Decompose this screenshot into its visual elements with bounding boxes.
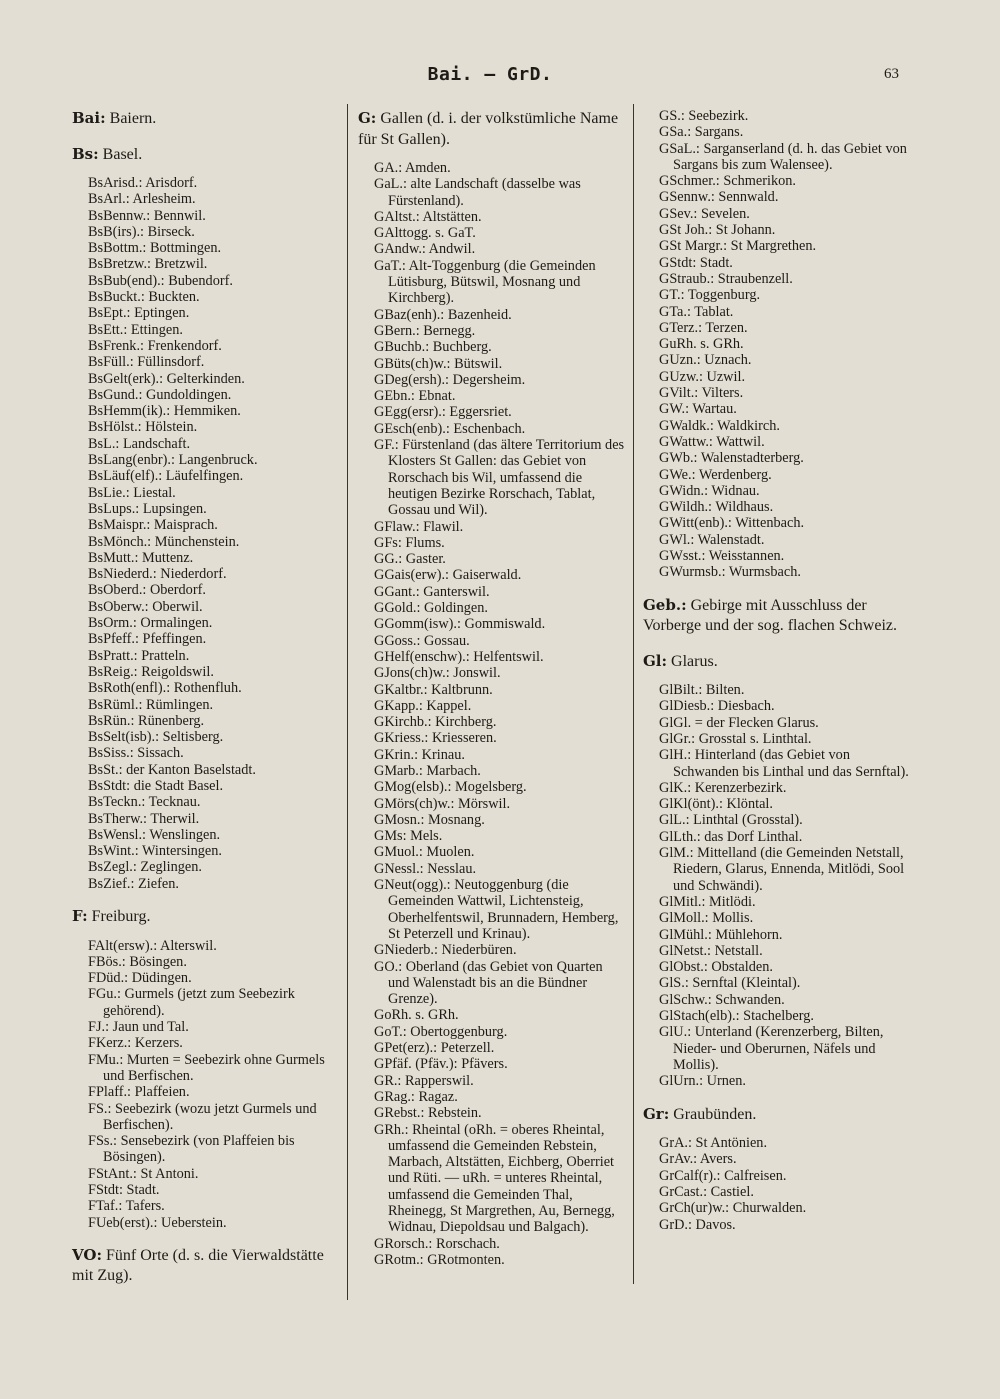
section: [72, 1245, 340, 1287]
abbreviation-entry: GR.: Rapperswil.: [374, 1072, 474, 1089]
abbreviation-entry: GNeut(ogg).: Neutoggenburg (die Gemeinden Wattwil, Lichtensteig, Oberhelfentswil, Brunnadern, Hemberg, St Peterzell und Krinau).: [374, 877, 619, 942]
abbreviation-entry: GMog(elsb).: Mogelsberg.: [374, 779, 527, 796]
abbreviation-entry: BsOberd.: Oberdorf.: [88, 582, 206, 599]
column-rule-right: [633, 104, 634, 1284]
abbreviation-entry: GWildh.: Wildhaus.: [659, 499, 774, 516]
abbreviation-entry: FS.: Seebezirk (wozu jetzt Gurmels und Berfischen).: [88, 1100, 317, 1133]
abbreviation-entry: GlDiesb.: Diesbach.: [659, 698, 775, 715]
section: [643, 108, 911, 581]
abbreviation-entry: BsEtt.: Ettingen.: [88, 321, 183, 338]
abbreviation-entry: GHelf(enschw).: Helfentswil.: [374, 648, 544, 665]
section-name: Graubünden.: [669, 1105, 757, 1123]
abbreviation-entry: GS.: Seebezirk.: [659, 108, 749, 124]
abbreviation-entry: GuRh. s. GRh.: [659, 336, 744, 353]
abbreviation-entry: GWidn.: Widnau.: [659, 482, 760, 499]
abbreviation-entry: GFlaw.: Flawil.: [374, 518, 464, 535]
abbreviation-entry: BsLäuf(elf).: Läufelfingen.: [88, 468, 244, 485]
section: [72, 108, 340, 130]
abbreviation-entry: GGoss.: Gossau.: [374, 632, 470, 649]
abbreviation-entry: GrCalf(r).: Calfreisen.: [659, 1167, 787, 1184]
abbreviation-entry: GPet(erz).: Peterzell.: [374, 1040, 495, 1057]
abbreviation-entry: BsGund.: Gundoldingen.: [88, 386, 232, 403]
abbreviation-entry: GMarb.: Marbach.: [374, 762, 481, 779]
abbreviation-entry: BsRün.: Rünenberg.: [88, 712, 205, 729]
section-heading: [72, 906, 340, 928]
abbreviation-entry: GBaz(enh).: Bazenheid.: [374, 306, 512, 323]
abbreviation-entry: BsRoth(enfl).: Rothenfluh.: [88, 680, 242, 697]
abbreviation-entry: GlStach(elb).: Stachelberg.: [659, 1008, 814, 1025]
abbreviation-entry: BsReig.: Reigoldswil.: [88, 663, 214, 680]
abbreviation-entry: BsPratt.: Pratteln.: [88, 647, 190, 664]
abbreviation-entry: FStAnt.: St Antoni.: [88, 1165, 199, 1182]
abbreviation-entry: BsRüml.: Rümlingen.: [88, 696, 214, 713]
abbreviation-entry: GWitt(enb).: Wittenbach.: [659, 515, 805, 532]
abbreviation-entry: GlS.: Sernftal (Kleintal).: [659, 975, 801, 992]
section: [643, 595, 911, 637]
section-abbreviation: VO:: [72, 1245, 102, 1264]
page-title: Bai. — GrD.: [427, 64, 553, 85]
abbreviation-entry: GWattw.: Wattwil.: [659, 433, 765, 450]
section-abbreviation: Geb.:: [643, 595, 687, 614]
abbreviation-entry: BsWint.: Wintersingen.: [88, 843, 222, 860]
abbreviation-entry: GrCh(ur)w.: Churwalden.: [659, 1200, 807, 1217]
abbreviation-entry: GJons(ch)w.: Jonswil.: [374, 665, 501, 682]
abbreviation-entry: GRh.: Rheintal (oRh. = oberes Rheintal, umfassend die Gemeinden Rebstein, Marbach, Altstätten, Eichberg, Oberriet und Rüti. — uRh. = unteres Rheintal, umfassend die Gemeinden Thal, Rheinegg, St Margrethen, Au, Bernegg, Widnau, Diepoldsau und Balgach).: [374, 1121, 615, 1236]
page-number: 63: [884, 66, 899, 82]
abbreviation-entry: GlGr.: Grosstal s. Linthtal.: [659, 731, 812, 747]
abbreviation-entry: GRorsch.: Rorschach.: [374, 1235, 500, 1252]
abbreviation-entry: GlUrn.: Urnen.: [659, 1073, 746, 1090]
section: [72, 144, 340, 893]
abbreviation-entry: BsMutt.: Muttenz.: [88, 549, 194, 566]
abbreviation-entry: GSa.: Sargans.: [659, 124, 744, 141]
section: [358, 108, 626, 1268]
abbreviation-entry: FJ.: Jaun und Tal.: [88, 1019, 189, 1036]
section: [643, 651, 911, 1090]
abbreviation-entry: BsOberw.: Oberwil.: [88, 598, 203, 615]
abbreviation-entry: FAlt(ersw).: Alterswil.: [88, 937, 217, 954]
abbreviation-entry: GoRh. s. GRh.: [374, 1007, 459, 1024]
abbreviation-entry: GlMoll.: Mollis.: [659, 910, 754, 927]
abbreviation-entry: FMu.: Murten = Seebezirk ohne Gurmels und Berfischen.: [88, 1051, 325, 1084]
section-heading: [72, 144, 340, 166]
abbreviation-entry: GMörs(ch)w.: Mörswil.: [374, 795, 511, 812]
abbreviation-entry: GEgg(ersr).: Eggersriet.: [374, 404, 512, 421]
abbreviation-entry: GWl.: Walenstadt.: [659, 531, 765, 548]
abbreviation-entry: BsHemm(ik).: Hemmiken.: [88, 403, 241, 420]
abbreviation-entry: BsSiss.: Sissach.: [88, 745, 184, 762]
section-name: Glarus.: [667, 652, 718, 670]
abbreviation-entry: GSaL.: Sarganserland (d. h. das Gebiet von Sargans bis zum Walensee).: [659, 140, 907, 173]
abbreviation-entry: FBös.: Bösingen.: [88, 953, 187, 970]
abbreviation-entry: GrD.: Davos.: [659, 1216, 736, 1233]
abbreviation-entry: GGant.: Ganterswil.: [374, 583, 490, 600]
abbreviation-entry: GKirchb.: Kirchberg.: [374, 714, 497, 731]
abbreviation-entry: BsMaispr.: Maisprach.: [88, 517, 218, 534]
section-abbreviation: Bai:: [72, 109, 106, 127]
abbreviation-entry: GRebst.: Rebstein.: [374, 1105, 482, 1122]
abbreviation-entry: FTaf.: Tafers.: [88, 1198, 165, 1215]
abbreviation-entry: BsWensl.: Wenslingen.: [88, 826, 221, 843]
abbreviation-entry: FPlaff.: Plaffeien.: [88, 1084, 190, 1101]
abbreviation-entry: GAltst.: Altstätten.: [374, 208, 482, 225]
abbreviation-entry: GrAv.: Avers.: [659, 1151, 737, 1168]
abbreviation-entry: FGu.: Gurmels (jetzt zum Seebezirk gehörend).: [88, 986, 295, 1019]
abbreviation-entry: GSt Margr.: St Margrethen.: [659, 238, 817, 255]
abbreviation-entry: GO.: Oberland (das Gebiet von Quarten und Walenstadt bis an die Bündner Grenze).: [374, 958, 603, 1008]
abbreviation-entry: GG.: Gaster.: [374, 551, 446, 568]
abbreviation-entry: GSennw.: Sennwald.: [659, 189, 779, 206]
abbreviation-entry: BsBennw.: Bennwil.: [88, 207, 206, 224]
abbreviation-entry: GMosn.: Mosnang.: [374, 811, 485, 828]
abbreviation-entry: GlObst.: Obstalden.: [659, 959, 773, 976]
abbreviation-entry: BsLang(enbr).: Langenbruck.: [88, 452, 258, 469]
abbreviation-entry: GWsst.: Weisstannen.: [659, 548, 785, 565]
abbreviation-entry: GVilt.: Vilters.: [659, 385, 744, 402]
abbreviation-entry: GlK.: Kerenzerbezirk.: [659, 779, 787, 796]
abbreviation-entry: GlLth.: das Dorf Linthal.: [659, 828, 803, 845]
section-heading: [358, 108, 626, 150]
abbreviation-entry: GWaldk.: Waldkirch.: [659, 417, 780, 434]
section-abbreviation: Gl:: [643, 651, 668, 670]
abbreviation-entry: GEsch(enb).: Eschenbach.: [374, 420, 526, 437]
abbreviation-entry: GEbn.: Ebnat.: [374, 388, 456, 405]
abbreviation-entry: GlU.: Unterland (Kerenzerberg, Bilten, Nieder- und Oberurnen, Näfels und Mollis).: [659, 1024, 884, 1073]
abbreviation-entry: GNessl.: Nesslau.: [374, 860, 477, 877]
abbreviation-entry: GGais(erw).: Gaiserwald.: [374, 567, 522, 584]
abbreviation-entry: BsSt.: der Kanton Baselstadt.: [88, 761, 256, 778]
abbreviation-entry: GAlttogg. s. GaT.: [374, 225, 476, 242]
abbreviation-entry: GKaltbr.: Kaltbrunn.: [374, 681, 493, 698]
abbreviation-entry: GFs: Flums.: [374, 534, 445, 551]
abbreviation-entry: BsOrm.: Ormalingen.: [88, 615, 213, 632]
abbreviation-entry: BsZegl.: Zeglingen.: [88, 859, 202, 876]
abbreviation-entry: BsStdt: die Stadt Basel.: [88, 777, 224, 794]
abbreviation-entry: FStdt: Stadt.: [88, 1182, 160, 1199]
abbreviation-entry: GUzn.: Uznach.: [659, 352, 752, 369]
abbreviation-entry: BsB(irs).: Birseck.: [88, 223, 195, 240]
abbreviation-entry: GTerz.: Terzen.: [659, 319, 748, 336]
abbreviation-entry: GlBilt.: Bilten.: [659, 682, 745, 699]
abbreviation-entry: BsBuckt.: Buckten.: [88, 289, 200, 306]
abbreviation-entry: BsL.: Landschaft.: [88, 435, 191, 452]
abbreviation-entry: GBern.: Bernegg.: [374, 322, 476, 339]
abbreviation-entry: FKerz.: Kerzers.: [88, 1035, 183, 1052]
abbreviation-entry: BsBretzw.: Bretzwil.: [88, 256, 208, 273]
section-abbreviation: Bs:: [72, 144, 99, 163]
abbreviation-entry: BsLups.: Lupsingen.: [88, 500, 207, 517]
column-rule-left: [347, 104, 348, 1300]
abbreviation-entry: BsGelt(erk).: Gelterkinden.: [88, 370, 245, 387]
abbreviation-entry: FDüd.: Düdingen.: [88, 970, 192, 987]
abbreviation-entry: BsArl.: Arlesheim.: [88, 191, 196, 208]
abbreviation-entry: GlH.: Hinterland (das Gebiet von Schwanden bis Linthal und das Sernftal).: [659, 747, 909, 780]
section-name: Fünf Orte (d. s. die Vierwaldstätte mit Zug).: [72, 1246, 324, 1285]
abbreviation-entry: GaT.: Alt-Toggenburg (die Gemeinden Lütisburg, Bütswil, Mosnang und Kirchberg).: [374, 257, 596, 307]
abbreviation-entry: BsFüll.: Füllinsdorf.: [88, 354, 205, 371]
abbreviation-entry: BsPfeff.: Pfeffingen.: [88, 631, 207, 648]
abbreviation-entry: GlM.: Mittelland (die Gemeinden Netstall, Riedern, Glarus, Ennenda, Mitlödi, Sool und Schwändi).: [659, 845, 905, 894]
abbreviation-entry: GlMitl.: Mitlödi.: [659, 893, 756, 910]
abbreviation-entry: BsBottm.: Bottmingen.: [88, 240, 222, 257]
section-heading: [643, 651, 911, 673]
abbreviation-entry: GKriess.: Kriesseren.: [374, 730, 497, 747]
abbreviation-entry: GMs: Mels.: [374, 828, 443, 845]
abbreviation-entry: GGold.: Goldingen.: [374, 600, 488, 617]
section-name: Freiburg.: [87, 908, 151, 926]
section-name: Gallen (d. i. der volkstümliche Name für St Gallen).: [358, 110, 619, 148]
abbreviation-entry: BsTherw.: Therwil.: [88, 810, 200, 827]
abbreviation-entry: BsFrenk.: Frenkendorf.: [88, 337, 222, 354]
abbreviation-entry: GStdt: Stadt.: [659, 254, 733, 271]
section-name: Baiern.: [105, 110, 157, 127]
section-abbreviation: G:: [358, 109, 377, 127]
abbreviation-entry: BsArisd.: Arisdorf.: [88, 175, 198, 191]
abbreviation-entry: FUeb(erst).: Ueberstein.: [88, 1214, 227, 1231]
abbreviation-entry: GlMühl.: Mühlehorn.: [659, 926, 783, 943]
abbreviation-entry: BsZief.: Ziefen.: [88, 875, 179, 892]
abbreviation-entry: GoT.: Obertoggenburg.: [374, 1023, 508, 1040]
abbreviation-entry: GGomm(isw).: Gommiswald.: [374, 616, 546, 633]
abbreviation-entry: BsBub(end).: Bubendorf.: [88, 272, 233, 289]
abbreviation-entry: GKapp.: Kappel.: [374, 697, 472, 714]
abbreviation-entry: BsSelt(isb).: Seltisberg.: [88, 729, 224, 746]
abbreviation-entry: GlGl. = der Flecken Glarus.: [659, 714, 819, 731]
abbreviation-entry: GWe.: Werdenberg.: [659, 466, 772, 483]
abbreviation-entry: GA.: Amden.: [374, 160, 451, 176]
section-heading: [643, 1104, 911, 1126]
abbreviation-entry: BsTeckn.: Tecknau.: [88, 794, 201, 811]
abbreviation-entry: GaL.: alte Landschaft (dasselbe was Fürstenland).: [374, 176, 581, 209]
abbreviation-entry: GrA.: St Antönien.: [659, 1135, 768, 1152]
abbreviation-entry: GStraub.: Straubenzell.: [659, 270, 793, 287]
column-1: [72, 108, 340, 1287]
abbreviation-entry: GWb.: Walenstadterberg.: [659, 450, 804, 467]
abbreviation-entry: GlNetst.: Netstall.: [659, 942, 763, 959]
section-abbreviation: Gr:: [643, 1104, 670, 1123]
abbreviation-entry: GSt Joh.: St Johann.: [659, 222, 776, 239]
abbreviation-entry: BsNiederd.: Niederdorf.: [88, 566, 227, 583]
abbreviation-entry: GWurmsb.: Wurmsbach.: [659, 564, 801, 581]
abbreviation-entry: GF.: Fürstenland (das ältere Territorium des Klosters St Gallen: das Gebiet von Rorschach bis Wil, umfassend die heutigen Bezirke Rorschach, Tablat, Gossau und Wil).: [374, 437, 625, 519]
abbreviation-entry: GMuol.: Muolen.: [374, 844, 475, 861]
column-3: [643, 108, 911, 1233]
abbreviation-entry: GKrin.: Krinau.: [374, 746, 465, 763]
section-name: Basel.: [98, 145, 143, 163]
abbreviation-entry: GSchmer.: Schmerikon.: [659, 173, 796, 190]
section: [72, 906, 340, 1231]
abbreviation-entry: BsLie.: Liestal.: [88, 484, 176, 501]
abbreviation-entry: GBüts(ch)w.: Bütswil.: [374, 355, 503, 372]
section-abbreviation: F:: [72, 907, 88, 926]
abbreviation-entry: GrCast.: Castiel.: [659, 1183, 754, 1200]
abbreviation-entry: GlSchw.: Schwanden.: [659, 991, 785, 1008]
abbreviation-entry: GRotm.: GRotmonten.: [374, 1251, 505, 1268]
section: [643, 1104, 911, 1233]
section-heading: [72, 1245, 340, 1287]
section-name: Gebirge mit Ausschluss der Vorberge und der sog. flachen Schweiz.: [643, 596, 897, 635]
abbreviation-entry: BsHölst.: Hölstein.: [88, 419, 198, 436]
abbreviation-entry: BsMönch.: Münchenstein.: [88, 533, 240, 550]
section-heading: [643, 595, 911, 637]
abbreviation-entry: GTa.: Tablat.: [659, 303, 734, 320]
abbreviation-entry: GlL.: Linthtal (Grosstal).: [659, 812, 803, 829]
abbreviation-entry: GW.: Wartau.: [659, 401, 737, 418]
abbreviation-entry: GT.: Toggenburg.: [659, 287, 761, 304]
abbreviation-entry: GBuchb.: Buchberg.: [374, 339, 492, 356]
abbreviation-entry: FSs.: Sensebezirk (von Plaffeien bis Bösingen).: [88, 1133, 295, 1166]
column-2: [358, 108, 626, 1268]
abbreviation-entry: GUzw.: Uzwil.: [659, 368, 746, 385]
section-heading: [72, 108, 340, 130]
abbreviation-entry: BsEpt.: Eptingen.: [88, 305, 190, 322]
abbreviation-entry: GNiederb.: Niederbüren.: [374, 942, 517, 959]
abbreviation-entry: GPfäf. (Pfäv.): Pfävers.: [374, 1056, 508, 1073]
abbreviation-entry: GRag.: Ragaz.: [374, 1088, 458, 1105]
abbreviation-entry: GSev.: Sevelen.: [659, 205, 750, 222]
abbreviation-entry: GDeg(ersh).: Degersheim.: [374, 371, 526, 388]
abbreviation-entry: GlKl(önt).: Klöntal.: [659, 796, 773, 813]
abbreviation-entry: GAndw.: Andwil.: [374, 241, 476, 258]
